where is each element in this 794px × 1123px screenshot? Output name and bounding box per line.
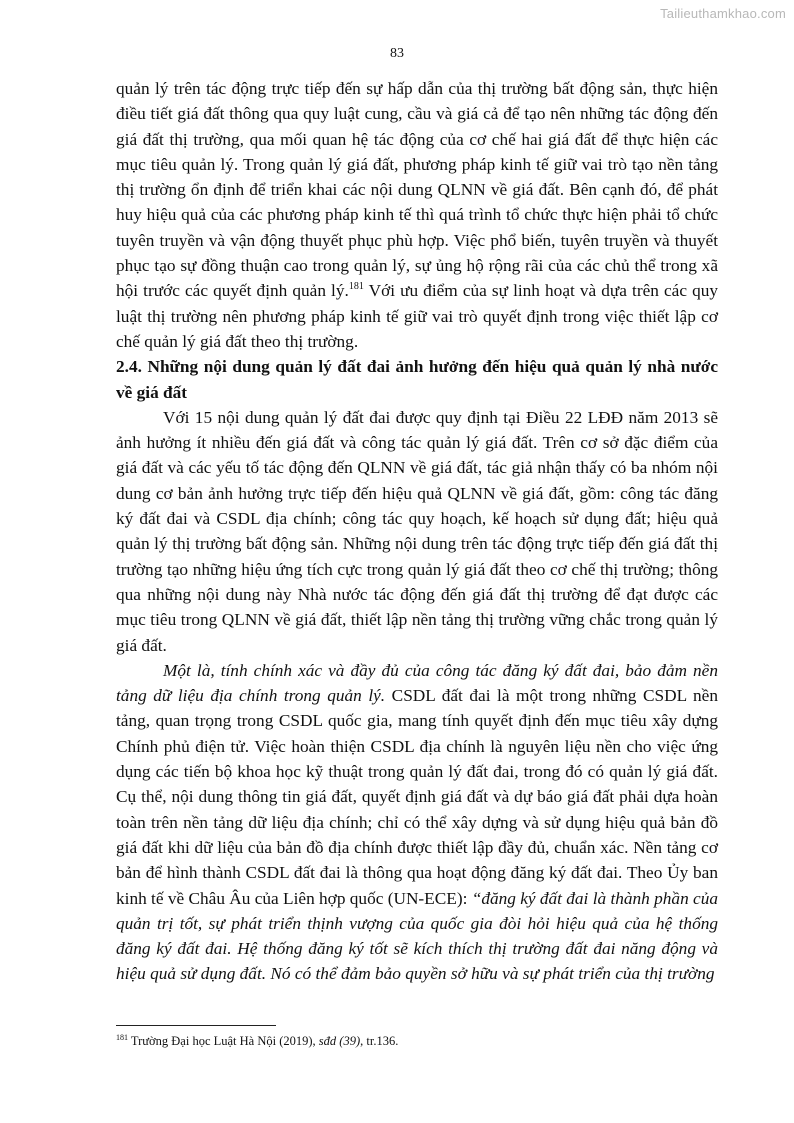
- footnote-reference[interactable]: 181: [348, 281, 364, 293]
- paragraph-3-quote: “đăng ký đất đai là thành phần của quản trị tốt, sự phát triển thịnh vượng của quốc gia đòi hỏi hiệu quả của hệ thống đăng ký đất đai. Hệ thống đăng ký tốt sẽ kích thích thị trường đất đai năng động và hiệu quả sử dụng đất. Nó có thể đảm bảo quyền sở hữu và sự phát triển của thị trường: [116, 888, 718, 984]
- paragraph-3-lead: Một là, tính chính xác và đầy đủ của công tác đăng ký đất đai, bảo đảm nền tảng dữ liệu địa chính trong quản lý.: [116, 660, 718, 706]
- paragraph-2: Với 15 nội dung quản lý đất đai được quy định tại Điều 22 LĐĐ năm 2013 sẽ ảnh hưởng ít nhiều đến giá đất và công tác quản lý giá đất. Trên cơ sở đặc điểm của giá đất và các yếu tố tác động đến QLNN về giá đất, tác giả nhận thấy có ba nhóm nội dung cơ bản ảnh hưởng trực tiếp đến hiệu quả QLNN về giá đất, gồm: công tác đăng ký đất đai và CSDL địa chính; công tác quy hoạch, kế hoạch sử dụng đất; hiệu quả quản lý thị trường bất động sản. Những nội dung trên tác động trực tiếp đến giá đất thị trường tạo những hiệu ứng tích cực trong quản lý giá đất theo cơ chế thị trường; thông qua những nội dung này Nhà nước tác động đến giá đất thị trường để đạt được các mục tiêu trong QLNN về giá đất, thiết lập nền tảng thị trường vững chắc trong quản lý giá đất.: [116, 407, 718, 655]
- footnote-divider: [116, 1025, 276, 1026]
- watermark: Tailieuthamkhao.com: [660, 6, 786, 21]
- paragraph-3-body: CSDL đất đai là một trong những CSDL nền tảng, quan trọng trong CSDL quốc gia, mang tính quyết định đến mục tiêu xây dựng Chính phủ điện tử. Việc hoàn thiện CSDL địa chính là nguyên liệu nền cho việc ứng dụng các tiến bộ khoa học kỹ thuật trong quản lý đất đai, trong đó có quản lý giá đất. Cụ thể, nội dung thông tin giá đất, quyết định giá đất và dự báo giá đất phải dựa hoàn toàn trên nền tảng dữ liệu địa chính; chỉ có thể xây dựng và sử dụng hiệu quả bản đồ giá đất khi dữ liệu của bản đồ địa chính được thiết lập đầy đủ, chuẩn xác. Nền tảng cơ bản để hình thành CSDL đất đai là thông qua hoạt động đăng ký đất đai. Theo Ủy ban kinh tế về Châu Âu của Liên hợp quốc (UN-ECE):: [116, 686, 718, 908]
- footnote-text: Trường Đại học Luật Hà Nội (2019),: [128, 1034, 319, 1048]
- footnote-number: 181: [116, 1032, 128, 1042]
- footnote-source: sđd (39): [318, 1034, 361, 1048]
- paragraph-1-text: quản lý trên tác động trực tiếp đến sự hấp dẫn của thị trường bất động sản, thực hiện điều tiết giá đất thông qua quy luật cung, cầu và giá cả để tạo nên những tác động đến giá đất thị trường, qua mối quan hệ tác động của cơ chế hai giá đất để thực hiện các mục tiêu quản lý. Trong quản lý giá đất, phương pháp kinh tế giữ vai trò tạo nền tảng thị trường ổn định để triển khai các nội dung QLNN về giá đất. Bên cạnh đó, để phát huy hiệu quả của các phương pháp kinh tế thì quá trình tổ chức thực hiện phải tổ chức tuyên truyền và vận động thuyết phục phù hợp. Việc phổ biến, tuyên truyền và thuyết phục tạo sự đồng thuận cao trong quản lý, sự ủng hộ rộng rãi của các chủ thể trong xã hội trước các quyết định quản lý.: [116, 79, 718, 301]
- footnote-page: , tr.136.: [360, 1034, 399, 1048]
- paragraph-1: [116, 76, 718, 354]
- paragraph-1-text-continued: Với ưu điểm của sự linh hoạt và dựa trên các quy luật thị trường nên phương pháp kinh tế giữ vai trò quyết định trong việc thiết lập cơ chế quản lý giá đất theo thị trường.: [116, 281, 718, 351]
- footnote: [116, 1033, 718, 1049]
- paragraph-3: [116, 658, 718, 987]
- page-number: 83: [390, 46, 404, 61]
- body-text: [116, 76, 718, 987]
- section-heading: 2.4. Những nội dung quản lý đất đai ảnh hưởng đến hiệu quả quản lý nhà nước về giá đất: [116, 357, 718, 402]
